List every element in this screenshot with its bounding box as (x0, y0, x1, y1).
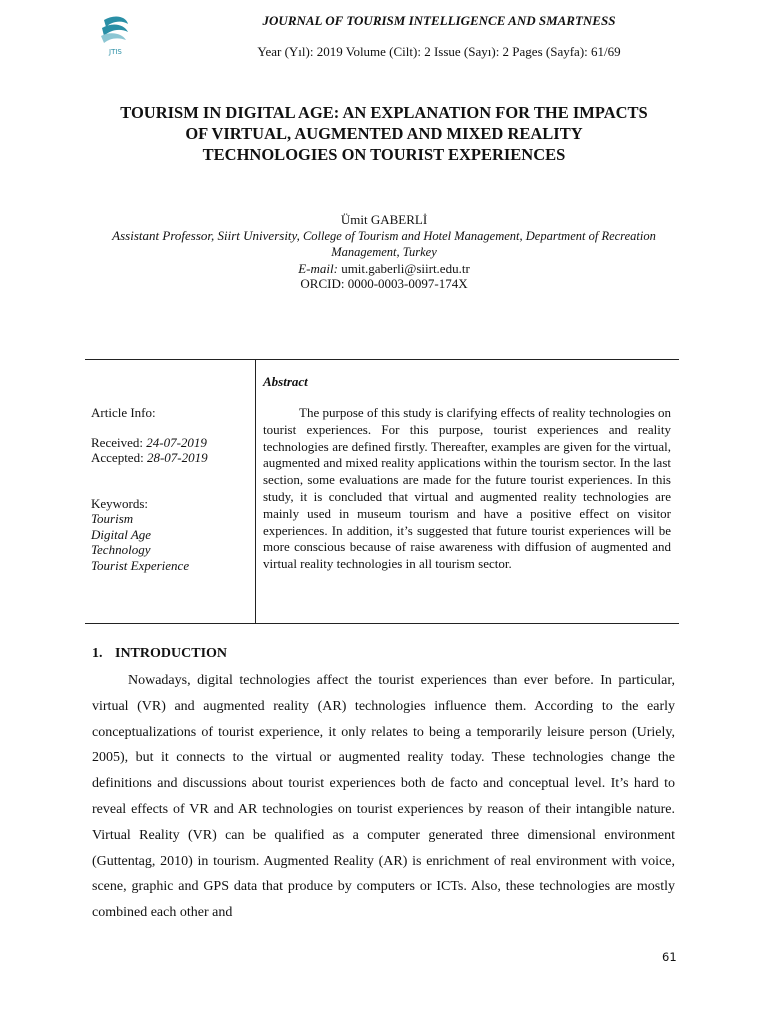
keyword: Technology (91, 542, 151, 557)
paper-title (80, 102, 688, 165)
journal-logo (92, 12, 140, 58)
journal-name: JOURNAL OF TOURISM INTELLIGENCE AND SMARTNESS (262, 13, 616, 28)
keyword: Tourist Experience (91, 557, 190, 573)
section-title: INTRODUCTION (115, 646, 228, 661)
issue-line: Year (Yıl): 2019 Volume (Cilt): 2 Issue (Sayı): 2 Pages (Sayfa): 61/69 (257, 44, 621, 59)
accepted-line: Accepted: 28-07-2019 (91, 450, 208, 465)
received-date: 24-07-2019 (146, 434, 207, 450)
affiliation-title: Assistant Professor, Siirt University, (112, 227, 300, 243)
email-address[interactable]: umit.gaberli@siirt.edu.tr (337, 260, 470, 276)
title-line: TOURISM IN DIGITAL AGE: AN EXPLANATION FOR THE IMPACTS (120, 103, 648, 122)
author-name: Ümit GABERLİ (340, 212, 428, 227)
title-line: OF VIRTUAL, AUGMENTED AND MIXED REALITY (185, 124, 583, 143)
email-label: E-mail: (298, 260, 338, 276)
column-divider (255, 359, 256, 623)
email-line (80, 261, 688, 277)
page-number: 61 (662, 950, 677, 964)
article-info (91, 405, 251, 573)
section-number: 1. (92, 646, 103, 661)
keyword: Digital Age (91, 526, 152, 542)
bottom-divider (85, 623, 679, 624)
affiliation-department: College of Tourism and Hotel Management, Department of Recreation Management, Turkey (299, 228, 656, 259)
section-heading (92, 646, 227, 662)
introduction-text: Nowadays, digital technologies affect the tourist experiences than ever before. In particular, virtual (VR) and augmented reality (AR) technologies influence them. According to the early conceptualizations of tourist experience, it only relates to being a temporarily leisure person (Uriely, 2005), but it connects to the virtual or augmented reality today. These technologies change the definitions and discussions about tourist experiences both de facto and conceptual level. It’s hard to reveal effects of VR and AR technologies on tourist experiences by reason of their intangible nature. Virtual Reality (VR) can be qualified as a computer generated three dimensional environment (Guttentag, 2010) in tourism. Augmented Reality (AR) is enrichment of real environment with voice, scene, graphic and GPS data that produce by computers or ICTs. Also, these technologies are mostly combined each other and (92, 673, 675, 921)
logo-text: JTIS (109, 48, 122, 56)
top-divider (85, 359, 679, 360)
author-block (80, 212, 688, 292)
wave-logo-icon (92, 12, 140, 58)
title-line: TECHNOLOGIES ON TOURIST EXPERIENCES (202, 145, 566, 164)
affiliation (80, 228, 688, 261)
abstract-text: The purpose of this study is clarifying effects of reality technologies on tourist experiences. For this purpose, tourist experiences and reality technologies are defined firstly. Thereafter, examples are given for the virtual, augmented and mixed reality applications within the tourism sector. In the last section, some evaluations are made for the future tourist experiences. In this study, it is concluded that virtual and augmented reality technologies are mainly used in museum tourism and have a positive effect on visitor experiences. In addition, it’s suggested that future tourist experiences will be more conscious because of raise awareness with diffusion of augmented and virtual reality technologies in all tourism sector. (263, 405, 671, 572)
abstract-heading: Abstract (263, 374, 308, 389)
received-line: Received: 24-07-2019 (91, 434, 207, 450)
article-info-label: Article Info: (91, 405, 156, 420)
keywords-label: Keywords: (91, 495, 149, 511)
accepted-date: 28-07-2019 (146, 450, 208, 465)
orcid: ORCID: 0000-0003-0097-174X (300, 276, 468, 291)
keyword: Tourism (91, 511, 134, 526)
